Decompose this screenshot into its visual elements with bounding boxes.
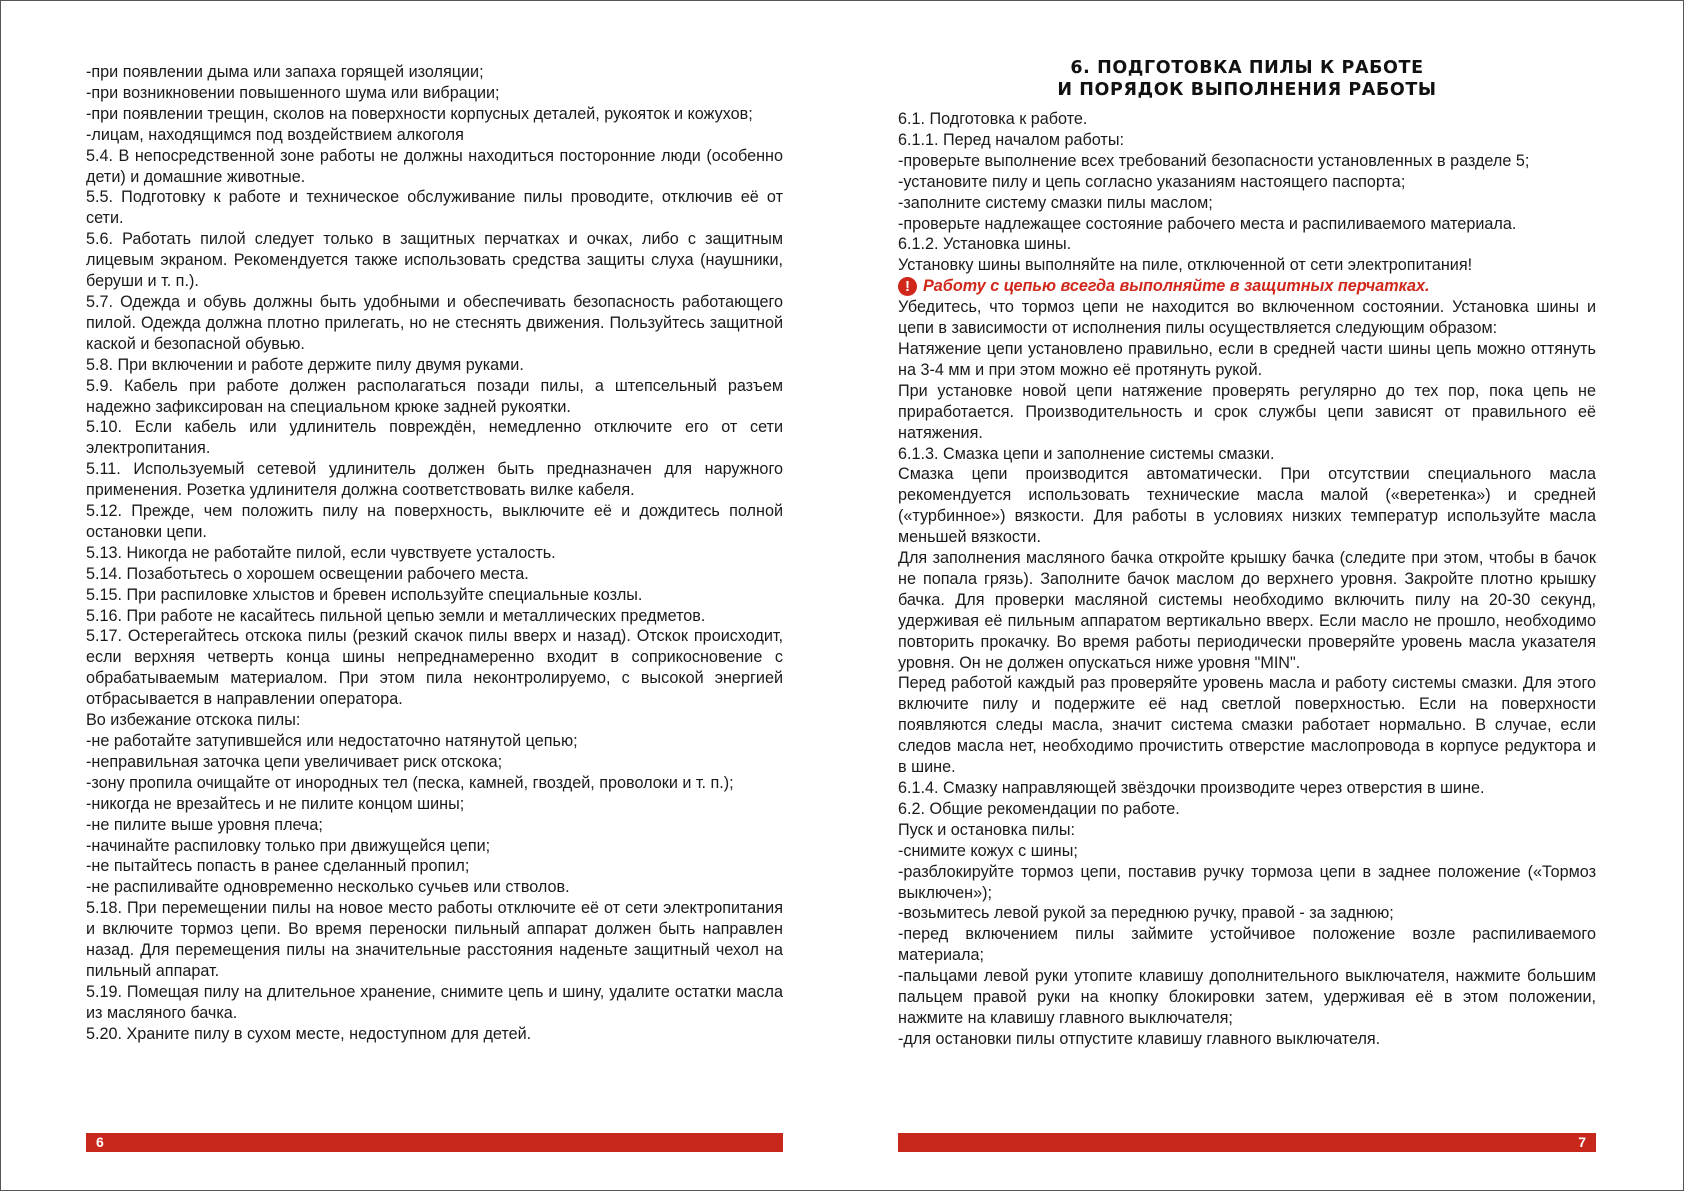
paragraph: -начинайте распиловку только при движущейся цепи; bbox=[86, 836, 491, 855]
paragraph: 5.9. Кабель при работе должен располагаться позади пилы, а штепсельный разъем надежно зафиксирован на специальном крюке задней рукоятки. bbox=[86, 376, 783, 416]
paragraph: 5.11. Используемый сетевой удлинитель должен быть предназначен для наружного применения. Розетка удлинителя должна соответствовать вилке кабеля. bbox=[86, 460, 783, 500]
paragraph: -заполните систему смазки пилы маслом; bbox=[898, 193, 1213, 212]
paragraph: -не пытайтесь попасть в ранее сделанный пропил; bbox=[86, 857, 470, 876]
warning-text: Работу с цепью всегда выполняйте в защитных перчатках. bbox=[923, 277, 1430, 296]
paragraph: 5.19. Помещая пилу на длительное хранение, снимите цепь и шину, удалите остатки масла из масляного бачка. bbox=[86, 982, 783, 1022]
paragraph: Для заполнения масляного бачка откройте крышку бачка (следите при этом, чтобы в бачок не попала грязь). Заполните бачок маслом до верхнего уровня. Закройте плотно крышку бачка. Для проверки масляной системы необходимо включить пилу на 20-30 секунд, удерживая её пильным аппаратом вертикально вверх. Если масло не прошло, необходимо повторить прокачку. Во время работы периодически проверяйте уровень масла указателя уровня. Он не должен опускаться ниже уровня "MIN". bbox=[898, 549, 1596, 672]
paragraph: 5.5. Подготовку к работе и техническое обслуживание пилы проводите, отключив её от сети. bbox=[86, 188, 783, 228]
paragraph: 5.20. Храните пилу в сухом месте, недоступном для детей. bbox=[86, 1024, 532, 1043]
paragraph: -проверьте надлежащее состояние рабочего места и распиливаемого материала. bbox=[898, 214, 1517, 233]
paragraph: 5.8. При включении и работе держите пилу двумя руками. bbox=[86, 355, 524, 374]
footer-bar-right bbox=[898, 1133, 1596, 1152]
exclamation-icon: ! bbox=[898, 277, 917, 296]
paragraph: -установите пилу и цепь согласно указаниям настоящего паспорта; bbox=[898, 172, 1406, 191]
paragraph: Установку шины выполняйте на пиле, отключенной от сети электропитания! bbox=[898, 256, 1473, 275]
left-text-column bbox=[86, 62, 783, 1045]
paragraph: Пуск и остановка пилы: bbox=[898, 820, 1075, 839]
paragraph: 6.1.3. Смазка цепи и заполнение системы смазки. bbox=[898, 444, 1275, 463]
paragraph: -снимите кожух с шины; bbox=[898, 841, 1078, 860]
paragraph: 6.2. Общие рекомендации по работе. bbox=[898, 799, 1180, 818]
paragraph: -для остановки пилы отпустите клавишу главного выключателя. bbox=[898, 1029, 1381, 1048]
paragraph: -не пилите выше уровня плеча; bbox=[86, 815, 323, 834]
right-page bbox=[898, 0, 1596, 1191]
paragraph: -перед включением пилы займите устойчивое положение возле распиливаемого материала; bbox=[898, 925, 1596, 965]
paragraph: -при возникновении повышенного шума или вибрации; bbox=[86, 83, 500, 102]
paragraph: 5.4. В непосредственной зоне работы не должны находиться посторонние люди (особенно дети) и домашние животные. bbox=[86, 146, 783, 186]
paragraph: 6.1.4. Смазку направляющей звёздочки производите через отверстия в шине. bbox=[898, 779, 1485, 797]
paragraph: -не распиливайте одновременно несколько сучьев или стволов. bbox=[86, 878, 570, 897]
heading-line-2: И ПОРЯДОК ВЫПОЛНЕНИЯ РАБОТЫ bbox=[1057, 80, 1437, 100]
paragraph: Натяжение цепи установлено правильно, если в средней части шины цепь можно оттянуть на 3-4 мм и при этом можно её протянуть рукой. bbox=[898, 339, 1596, 379]
paragraph: -разблокируйте тормоз цепи, поставив ручку тормоза цепи в заднее положение («Тормоз выключен»); bbox=[898, 862, 1596, 902]
heading-line-1: 6. ПОДГОТОВКА ПИЛЫ К РАБОТЕ bbox=[1070, 58, 1424, 78]
paragraph: -проверьте выполнение всех требований безопасности установленных в разделе 5; bbox=[898, 151, 1530, 170]
paragraph: 5.14. Позаботьтесь о хорошем освещении рабочего места. bbox=[86, 564, 529, 583]
section-heading bbox=[898, 57, 1596, 101]
paragraph: 5.7. Одежда и обувь должны быть удобными и обеспечивать безопасность работающего пилой. Одежда должна плотно прилегать, но не стеснять движения. Пользуйтесь защитной каской и безопасной обувью. bbox=[86, 292, 783, 353]
footer-bar-left bbox=[86, 1133, 783, 1152]
paragraph: 6.1.2. Установка шины. bbox=[898, 235, 1072, 254]
paragraph: 5.13. Никогда не работайте пилой, если чувствуете усталость. bbox=[86, 543, 556, 562]
paragraph: 5.16. При работе не касайтесь пильной цепью земли и металлических предметов. bbox=[86, 606, 706, 625]
warning-note bbox=[898, 276, 1596, 297]
paragraph: -при появлении трещин, сколов на поверхности корпусных деталей, рукояток и кожухов; bbox=[86, 104, 753, 123]
left-page bbox=[86, 0, 783, 1191]
paragraph: Перед работой каждый раз проверяйте уровень масла и работу системы смазки. Для этого включите пилу и подержите её над светлой поверхностью. Если на поверхности появляются следы масла, значит система смазки работает нормально. В случае, если следов масла нет, необходимо прочистить отверстие маслопровода в корпусе редуктора и в шине. bbox=[898, 674, 1596, 777]
paragraph: -не работайте затупившейся или недостаточно натянутой цепью; bbox=[86, 732, 578, 750]
paragraph: -никогда не врезайтесь и не пилите концом шины; bbox=[86, 794, 465, 813]
paragraph: Смазка цепи производится автоматически. При отсутствии специального масла рекомендуется использовать технические масла малой («веретенка») и средней («турбинное») вязкости. Для работы в условиях низких температур используйте масла меньшей вязкости. bbox=[898, 465, 1596, 547]
paragraph: -возьмитесь левой рукой за переднюю ручку, правой - за заднюю; bbox=[898, 904, 1394, 923]
paragraph: 6.1.1. Перед началом работы: bbox=[898, 130, 1124, 149]
paragraph: 5.6. Работать пилой следует только в защитных перчатках и очках, либо с защитным лицевым экраном. Рекомендуется также использовать средства защиты слуха (наушники, беруши и т. п.). bbox=[86, 230, 783, 291]
paragraph: -зону пропила очищайте от инородных тел (песка, камней, гвоздей, проволоки и т. п.); bbox=[86, 773, 734, 792]
page-number: 7 bbox=[1578, 1134, 1586, 1150]
paragraph: 5.10. Если кабель или удлинитель повреждён, немедленно отключите его от сети электропитания. bbox=[86, 418, 783, 458]
paragraph: -неправильная заточка цепи увеличивает риск отскока; bbox=[86, 752, 503, 771]
paragraph: -при появлении дыма или запаха горящей изоляции; bbox=[86, 63, 484, 81]
page-number: 6 bbox=[96, 1134, 104, 1150]
paragraph: Во избежание отскока пилы: bbox=[86, 711, 301, 730]
paragraph: 6.1. Подготовка к работе. bbox=[898, 110, 1088, 128]
paragraph: При установке новой цепи натяжение проверять регулярно до тех пор, пока цепь не приработается. Производительность и срок службы цепи зависят от правильного её натяжения. bbox=[898, 381, 1596, 442]
paragraph: Убедитесь, что тормоз цепи не находится во включенном состоянии. Установка шины и цепи в зависимости от исполнения пилы осуществляется следующим образом: bbox=[898, 298, 1596, 338]
right-text-column bbox=[898, 109, 1596, 1050]
paragraph: 5.12. Прежде, чем положить пилу на поверхность, выключите её и дождитесь полной остановки цепи. bbox=[86, 502, 783, 541]
paragraph: 5.15. При распиловке хлыстов и бревен используйте специальные козлы. bbox=[86, 585, 643, 604]
paragraph: -лицам, находящимся под воздействием алкоголя bbox=[86, 125, 464, 144]
paragraph: 5.17. Остерегайтесь отскока пилы (резкий скачок пилы вверх и назад). Отскок происходит, если верхняя четверть конца шины непреднамеренно входит в соприкосновение с обрабатываемым материалом. При этом пила неконтролируемо, с высокой энергией отбрасывается в направлении оператора. bbox=[86, 627, 783, 709]
paragraph: -пальцами левой руки утопите клавишу дополнительного выключателя, нажмите большим пальцем правой руки на кнопку блокировки затем, удерживая её в этом положении, нажмите на клавишу главного выключателя; bbox=[898, 967, 1596, 1027]
paragraph: 5.18. При перемещении пилы на новое место работы отключите её от сети электропитания и включите тормоз цепи. Во время переноски пильный аппарат должен быть направлен назад. Для перемещения пилы на значительные расстояния наденьте защитный чехол на пильный аппарат. bbox=[86, 899, 783, 980]
